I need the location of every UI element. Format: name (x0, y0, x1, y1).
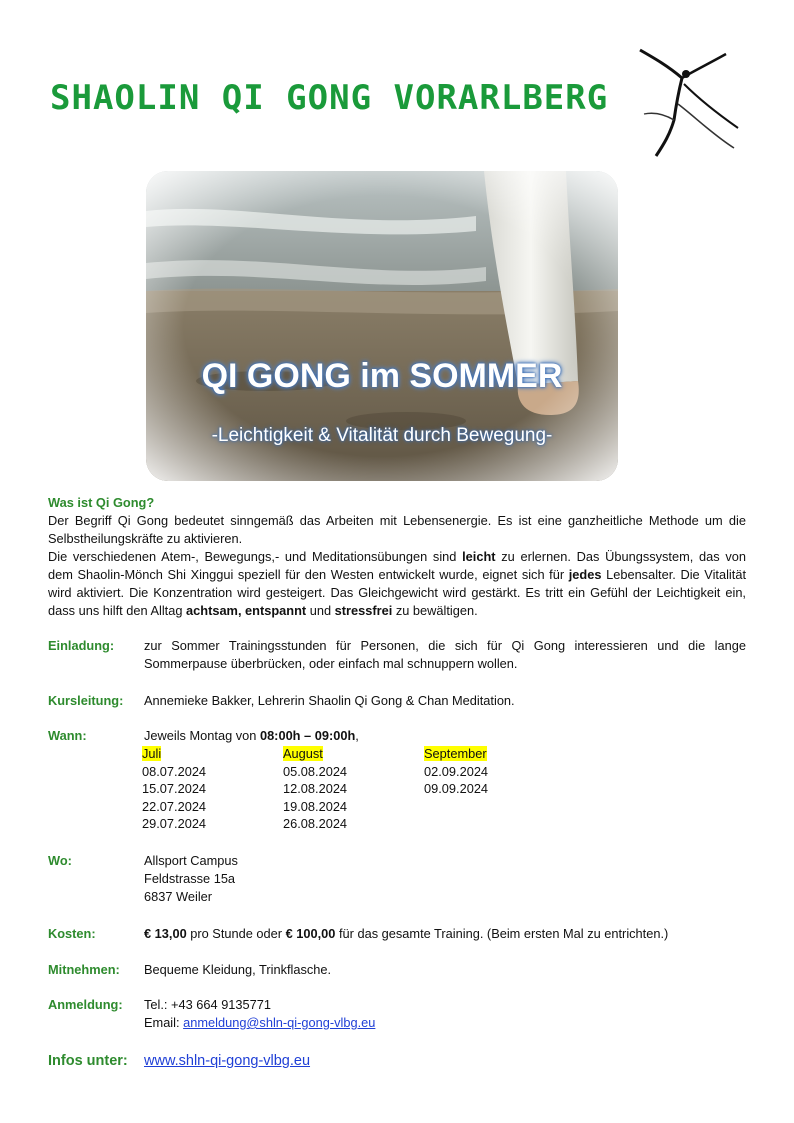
wann-row (48, 727, 746, 837)
date-item: 26.08.2024 (283, 816, 348, 832)
month-column-september (424, 745, 564, 798)
address-line: Allsport Campus (144, 853, 238, 868)
intro-text: Lebensalter. Die Vitalität wird aktiviert. Die Konzentration wird gesteigert. Das Gleichgewicht wird gestärkt. Es tritt ein Gefühl der Leichtigkeit ein, dass uns hilft den Alltag (48, 567, 746, 618)
intro-bold-stressfrei: stressfrei (334, 603, 393, 618)
month-header: Juli (142, 746, 162, 761)
date-item: 05.08.2024 (283, 763, 348, 779)
wann-content (142, 727, 746, 832)
hero-photo (146, 171, 618, 481)
month-header: September (424, 746, 487, 761)
date-item: 09.09.2024 (424, 781, 489, 797)
intro-text: Die verschiedenen Atem-, Bewegungs,- und Meditationsübungen sind (48, 549, 463, 564)
mitnehmen-text: Bequeme Kleidung, Trinkflasche. (144, 962, 332, 977)
address-line: Feldstrasse 15a (144, 871, 236, 886)
anmeldung-label: Anmeldung: (48, 997, 123, 1012)
address-line: 6837 Weiler (144, 889, 213, 904)
date-item: 19.08.2024 (283, 798, 348, 814)
intro-bold-achtsam: achtsam, entspannt (186, 603, 307, 618)
month-column-juli (142, 745, 282, 833)
intro-paragraph-1: Der Begriff Qi Gong bedeutet sinngemäß das Arbeiten mit Lebensenergie. Es ist eine ganzheitliche Methode um die Selbstheilungskräfte zu aktivieren. (48, 513, 746, 546)
wann-suffix: , (355, 728, 359, 743)
month-header: August (283, 746, 323, 761)
intro-section (48, 494, 746, 620)
kosten-label: Kosten: (48, 926, 96, 941)
month-column-august (283, 745, 423, 833)
website-link[interactable]: www.shln-qi-gong-vlbg.eu (144, 1053, 311, 1069)
wo-label: Wo: (48, 853, 72, 868)
kursleitung-label: Kursleitung: (48, 693, 124, 708)
date-item: 02.09.2024 (424, 763, 489, 779)
price-per-hour: € 13,00 (144, 926, 187, 941)
wann-prefix: Jeweils Montag von (144, 728, 260, 743)
date-item: 15.07.2024 (142, 781, 207, 797)
email-link[interactable]: anmeldung@shln-qi-gong-vlbg.eu (183, 1015, 376, 1030)
date-item: 22.07.2024 (142, 798, 207, 814)
wo-address (144, 852, 746, 906)
intro-text: zu bewältigen. (392, 603, 478, 618)
kosten-text (144, 925, 746, 943)
intro-text: zu erlernen. Das Übungssystem, das von dem Shaolin-Mönch Shi Xinggui speziell für den Westen entwickelt wurde, eignet sich für (48, 549, 746, 582)
wann-label: Wann: (48, 728, 87, 743)
intro-paragraph-2 (48, 548, 746, 620)
date-item: 29.07.2024 (142, 816, 207, 832)
hero-subtitle: -Leichtigkeit & Vitalität durch Bewegung- (211, 425, 553, 446)
hero-title: QI GONG im SOMMER (201, 357, 563, 395)
wann-time: 08:00h – 09:00h (259, 728, 356, 743)
shaolin-figure-logo (634, 44, 746, 160)
einladung-text: zur Sommer Trainingsstunden für Personen, die sich für Qi Gong interessieren und die lange Sommerpause überbrücken, oder einfach mal schnuppern wollen. (144, 638, 746, 671)
banner-title: SHAOLIN QI GONG VORARLBERG (50, 78, 609, 118)
infos-label: Infos unter: (48, 1053, 128, 1069)
date-item: 08.07.2024 (142, 763, 207, 779)
kosten-text-mid: pro Stunde oder (186, 926, 286, 941)
email-prefix: Email: (144, 1015, 184, 1030)
phone-text: Tel.: +43 664 9135771 (144, 997, 272, 1012)
einladung-label: Einladung: (48, 638, 115, 653)
kursleitung-text: Annemieke Bakker, Lehrerin Shaolin Qi Gong & Chan Meditation. (144, 693, 515, 708)
anmeldung-contact (144, 996, 746, 1032)
date-item: 12.08.2024 (283, 781, 348, 797)
intro-bold-jedes: jedes (568, 567, 602, 582)
price-total: € 100,00 (285, 926, 336, 941)
intro-text: und (306, 603, 335, 618)
kosten-text-rest: für das gesamte Training. (Beim ersten Mal zu entrichten.) (335, 926, 669, 941)
intro-bold-leicht: leicht (462, 549, 496, 564)
intro-heading: Was ist Qi Gong? (48, 495, 155, 510)
mitnehmen-label: Mitnehmen: (48, 962, 120, 977)
